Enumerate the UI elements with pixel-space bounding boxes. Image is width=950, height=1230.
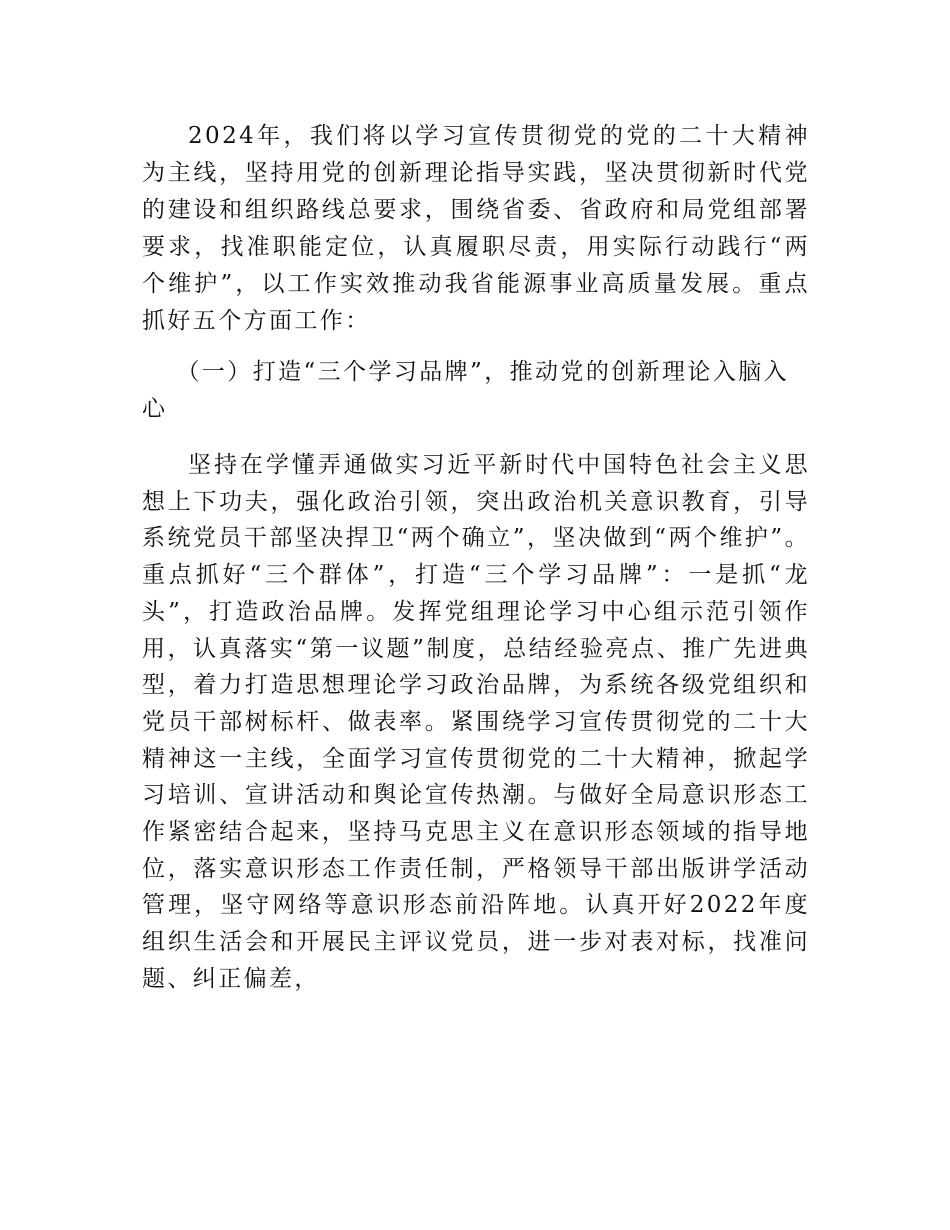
section-heading: （一）打造“三个学习品牌”，推动党的创新理论入脑入心 — [142, 359, 790, 422]
body-paragraph: 坚持在学懂弄通做实习近平新时代中国特色社会主义思想上下功夫，强化政治引领，突出政治机关意识教育，引导系统党员干部坚决捍卫“两个确立”，坚决做到“两个维护”。重点抓好“三个群体”，打造“三个学习品牌”：一是抓“龙头”，打造政治品牌。发挥党组理论学习中心组示范引领作用，认真落实“第一议题”制度，总结经验亮点、推广先进典型，着力打造思想理论学习政治品牌，为系统各级党组织和党员干部树标杆、做表率。紧围绕学习宣传贯彻党的二十大精神这一主线，全面学习宣传贯彻党的二十大精神，掀起学习培训、宣讲活动和舆论宣传热潮。与做好全局意识形态工作紧密结合起来，坚持马克思主义在意识形态领域的指导地位，落实意识形态工作责任制，严格领导干部出版讲学活动管理，坚守网络等意识形态前沿阵地。认真开好2022年度组织生活会和开展民主评议党员，进一步对表对标，找准问题、纠正偏差， — [142, 452, 810, 992]
intro-paragraph: 2024年，我们将以学习宣传贯彻党的党的二十大精神为主线，坚持用党的创新理论指导实践，坚决贯彻新时代党的建设和组织路线总要求，围绕省委、省政府和局党组部署要求，找准职能定位，认真履职尽责，用实际行动践行“两个维护”，以工作实效推动我省能源事业高质量发展。重点抓好五个方面工作： — [142, 123, 810, 334]
document-body — [142, 118, 810, 998]
